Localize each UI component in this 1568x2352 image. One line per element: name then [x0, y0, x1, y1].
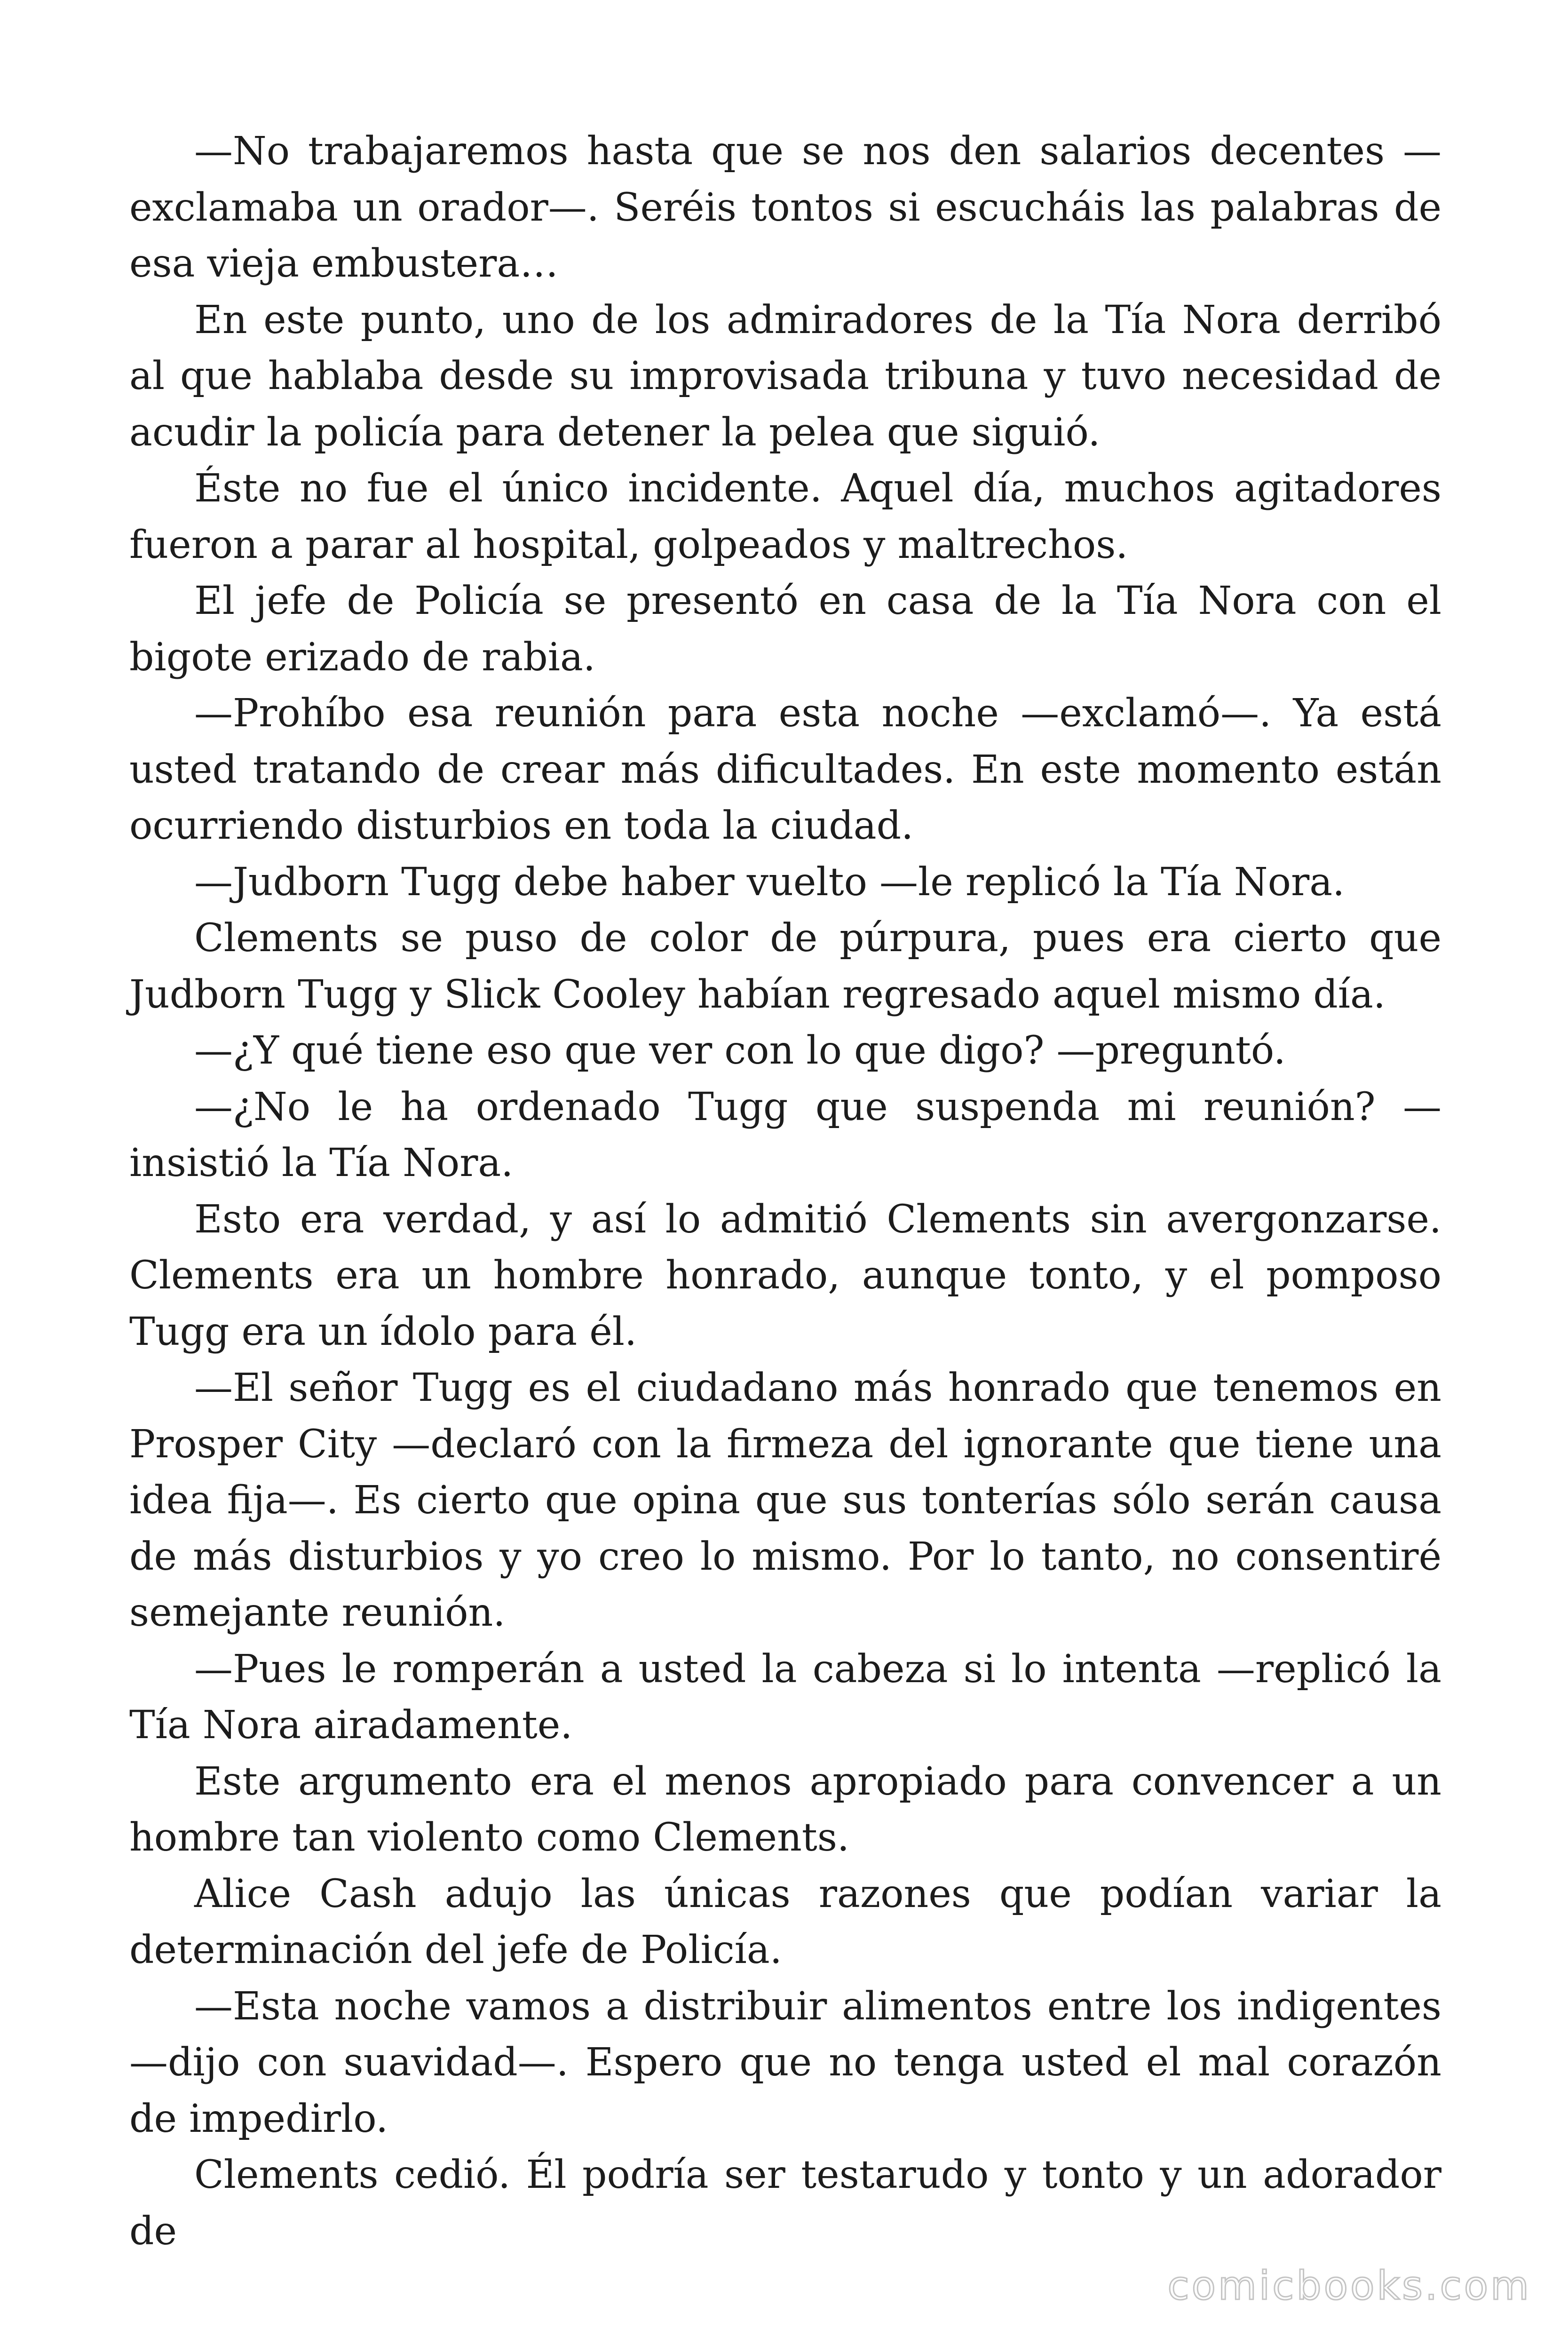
paragraph: Alice Cash adujo las únicas razones que podían variar la determinación del jefe de Policía. — [129, 1871, 1441, 1972]
paragraph: —El señor Tugg es el ciudadano más honrado que tenemos en Prosper City —declaró con la firmeza del ignorante que tiene una idea fija—. Es cierto que opina que sus tonterías sólo serán causa de más disturbios y yo creo lo mismo. Por lo tanto, no consentiré semejante reunión. — [129, 1366, 1441, 1635]
paragraph: Este argumento era el menos apropiado para convencer a un hombre tan violento como Clements. — [129, 1759, 1441, 1860]
paragraph: —Prohíbo esa reunión para esta noche —exclamó—. Ya está usted tratando de crear más dificultades. En este momento están ocurriendo disturbios en toda la ciudad. — [129, 691, 1441, 848]
paragraph: —¿Y qué tiene eso que ver con lo que digo? —preguntó. — [194, 1028, 1286, 1073]
paragraph: En este punto, uno de los admiradores de la Tía Nora derribó al que hablaba desde su improvisada tribuna y tuvo necesidad de acudir la policía para detener la pelea que siguió. — [129, 297, 1441, 455]
watermark: comicbooks.com — [1167, 2263, 1531, 2309]
paragraph: —Pues le romperán a usted la cabeza si lo intenta —replicó la Tía Nora airadamente. — [129, 1646, 1441, 1748]
paragraph: —Judborn Tugg debe haber vuelto —le replicó la Tía Nora. — [194, 859, 1345, 905]
paragraph: Clements se puso de color de púrpura, pues era cierto que Judborn Tugg y Slick Cooley habían regresado aquel mismo día. — [129, 916, 1441, 1017]
book-page-text — [129, 123, 1441, 2259]
paragraph: Éste no fue el único incidente. Aquel día, muchos agitadores fueron a parar al hospital, golpeados y maltrechos. — [129, 466, 1441, 567]
paragraph: El jefe de Policía se presentó en casa de la Tía Nora con el bigote erizado de rabia. — [129, 579, 1441, 680]
paragraph: —¿No le ha ordenado Tugg que suspenda mi reunión? —insistió la Tía Nora. — [129, 1084, 1441, 1185]
paragraph: —No trabajaremos hasta que se nos den salarios decentes —exclamaba un orador—. Seréis tontos si escucháis las palabras de esa vieja embustera… — [129, 129, 1441, 286]
paragraph: —Esta noche vamos a distribuir alimentos entre los indigentes —dijo con suavidad—. Espero que no tenga usted el mal corazón de impedirlo. — [129, 1984, 1441, 2141]
paragraph: Esto era verdad, y así lo admitió Clements sin avergonzarse. Clements era un hombre honrado, aunque tonto, y el pomposo Tugg era un ídolo para él. — [129, 1197, 1441, 1354]
paragraph: Clements cedió. Él podría ser testarudo y tonto y un adorador de — [129, 2153, 1441, 2254]
